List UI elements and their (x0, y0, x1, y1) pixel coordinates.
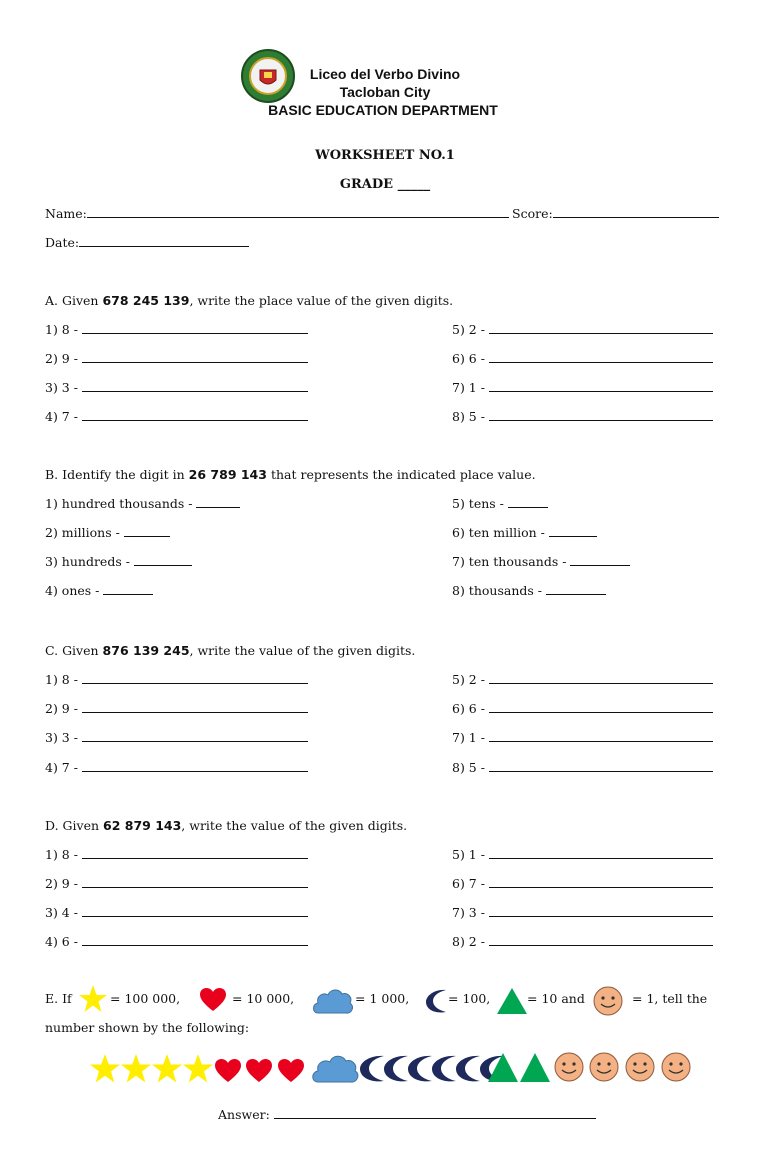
row-cloud-1 (313, 1056, 358, 1082)
row-star-3 (152, 1054, 182, 1083)
section-e-intro: E. If (45, 991, 72, 1006)
row-moon-3 (408, 1056, 432, 1081)
d-item-3[interactable]: 3) 4 - (45, 905, 308, 920)
triangle-icon (496, 987, 528, 1015)
row-heart-2 (246, 1059, 272, 1082)
name-field[interactable] (45, 206, 509, 221)
a-item-3[interactable]: 3) 3 - (45, 380, 308, 395)
a-item-4[interactable]: 4) 7 - (45, 409, 308, 424)
d-item-4[interactable]: 4) 6 - (45, 934, 308, 949)
answer-label: Answer: (218, 1107, 270, 1122)
section-a-number: 678 245 139 (102, 293, 190, 308)
row-smiley-4 (662, 1053, 690, 1081)
d-item-6[interactable]: 6) 7 - (452, 876, 713, 891)
a-item-1[interactable]: 1) 8 - (45, 322, 308, 337)
d-item-2[interactable]: 2) 9 - (45, 876, 308, 891)
smiley-icon (593, 986, 623, 1016)
b-item-7[interactable]: 7) ten thousands - (452, 554, 630, 569)
b-item-8[interactable]: 8) thousands - (452, 583, 606, 598)
worksheet-title: WORKSHEET NO.1 (315, 148, 455, 163)
a-item-7[interactable]: 7) 1 - (452, 380, 713, 395)
heart-icon (200, 988, 226, 1012)
score-label: Score: (512, 206, 553, 221)
c-item-1[interactable]: 1) 8 - (45, 672, 308, 687)
row-smiley-1 (555, 1053, 583, 1081)
b-item-4[interactable]: 4) ones - (45, 583, 153, 598)
section-c-prompt: C. Given 876 139 245, write the value of the given digits. (45, 643, 416, 658)
c-item-4[interactable]: 4) 7 - (45, 760, 308, 775)
c-item-5[interactable]: 5) 2 - (452, 672, 713, 687)
cloud-value: = 1 000, (355, 991, 410, 1006)
shapes-row (80, 1050, 720, 1090)
row-triangle-2 (520, 1053, 550, 1082)
c-item-2[interactable]: 2) 9 - (45, 701, 308, 716)
cloud-icon (312, 987, 354, 1017)
row-smiley-2 (590, 1053, 618, 1081)
answer-field[interactable] (218, 1107, 596, 1122)
triangle-value: = 10 and (527, 991, 585, 1006)
row-moon-1 (360, 1056, 384, 1081)
a-item-6[interactable]: 6) 6 - (452, 351, 713, 366)
section-e-line2: number shown by the following: (45, 1020, 250, 1035)
b-item-2[interactable]: 2) millions - (45, 525, 170, 540)
row-heart-3 (278, 1059, 304, 1082)
school-seal-icon (240, 48, 296, 104)
section-b-number: 26 789 143 (188, 467, 267, 482)
moon-value: = 100, (448, 991, 491, 1006)
date-field[interactable] (45, 235, 249, 250)
c-item-6[interactable]: 6) 6 - (452, 701, 713, 716)
section-d-prompt: D. Given 62 879 143, write the value of the given digits. (45, 818, 408, 833)
smiley-value: = 1, tell the (632, 991, 708, 1006)
moon-icon (424, 988, 450, 1014)
school-city: Tacloban City (339, 84, 431, 100)
section-a-prompt: A. Given 678 245 139, write the place value of the given digits. (45, 293, 454, 308)
row-star-1 (90, 1054, 120, 1083)
row-moon-4 (432, 1056, 456, 1081)
star-value: = 100 000, (110, 991, 181, 1006)
heart-value: = 10 000, (232, 991, 295, 1006)
d-item-8[interactable]: 8) 2 - (452, 934, 713, 949)
date-label: Date: (45, 235, 80, 250)
row-moon-5 (456, 1056, 480, 1081)
b-item-6[interactable]: 6) ten million - (452, 525, 597, 540)
grade-label: GRADE _____ (339, 177, 431, 192)
school-name: Liceo del Verbo Divino (309, 66, 461, 82)
section-b-prompt: B. Identify the digit in 26 789 143 that represents the indicated place value. (45, 467, 536, 482)
a-item-2[interactable]: 2) 9 - (45, 351, 308, 366)
section-d-number: 62 879 143 (103, 818, 182, 833)
b-item-3[interactable]: 3) hundreds - (45, 554, 192, 569)
a-item-8[interactable]: 8) 5 - (452, 409, 713, 424)
row-heart-1 (215, 1059, 241, 1082)
department: BASIC EDUCATION DEPARTMENT (268, 102, 498, 118)
a-item-5[interactable]: 5) 2 - (452, 322, 713, 337)
star-icon (78, 984, 108, 1014)
d-item-5[interactable]: 5) 1 - (452, 847, 713, 862)
d-item-1[interactable]: 1) 8 - (45, 847, 308, 862)
row-smiley-3 (626, 1053, 654, 1081)
name-label: Name: (45, 206, 87, 221)
d-item-7[interactable]: 7) 3 - (452, 905, 713, 920)
c-item-8[interactable]: 8) 5 - (452, 760, 713, 775)
row-star-2 (121, 1054, 151, 1083)
school-logo (240, 48, 296, 104)
c-item-3[interactable]: 3) 3 - (45, 730, 308, 745)
c-item-7[interactable]: 7) 1 - (452, 730, 713, 745)
b-item-5[interactable]: 5) tens - (452, 496, 548, 511)
row-moon-2 (384, 1056, 408, 1081)
row-star-4 (183, 1054, 213, 1083)
score-field[interactable] (512, 206, 719, 221)
b-item-1[interactable]: 1) hundred thousands - (45, 496, 240, 511)
section-c-number: 876 139 245 (102, 643, 190, 658)
